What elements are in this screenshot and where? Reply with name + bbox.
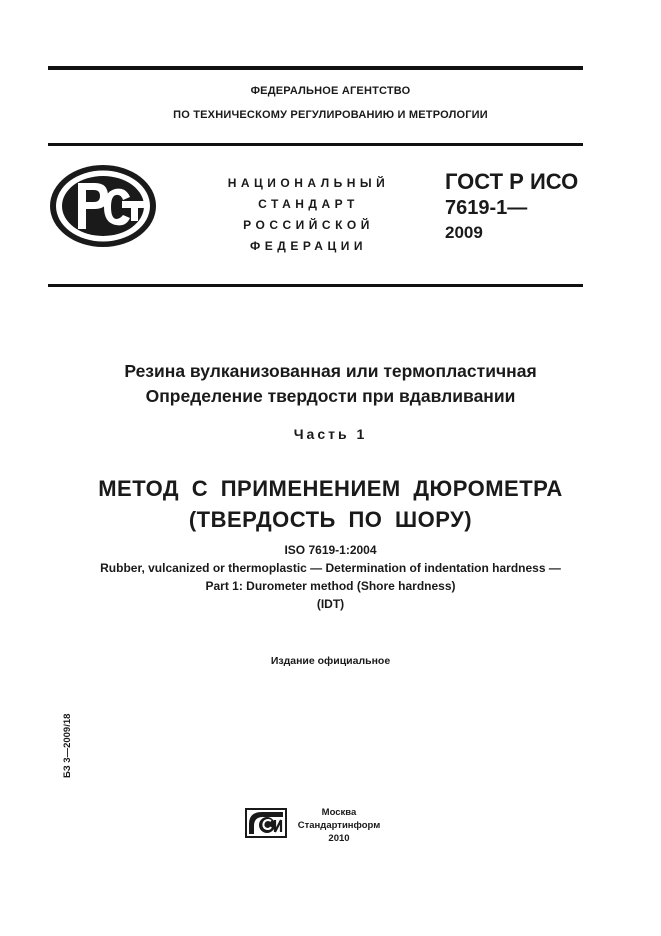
title-line-1: Резина вулканизованная или термопластичная xyxy=(124,361,537,381)
designation-line-3: 2009 xyxy=(445,223,483,242)
national-standard-line-1: НАЦИОНАЛЬНЫЙ xyxy=(227,176,390,190)
designation-line-1: ГОСТ Р ИСО xyxy=(445,169,579,194)
iso-number: ISO 7619-1:2004 xyxy=(284,543,377,557)
national-standard-line-2: СТАНДАРТ xyxy=(258,197,359,211)
standard-designation xyxy=(445,168,578,244)
part-label: Часть 1 xyxy=(293,426,368,442)
national-standard-line-3: РОССИЙСКОЙ xyxy=(243,218,374,232)
header-bottom-rule xyxy=(48,284,583,287)
publisher-year: 2010 xyxy=(328,833,350,844)
publisher-city: Москва xyxy=(321,807,357,818)
edition-note: Издание официальное xyxy=(270,655,391,667)
gost-rst-emblem-icon xyxy=(48,163,158,254)
publisher-block xyxy=(296,806,382,845)
agency-line-2: ПО ТЕХНИЧЕСКОМУ РЕГУЛИРОВАНИЮ И МЕТРОЛОГИИ xyxy=(173,109,488,121)
method-title-line-1: МЕТОД С ПРИМЕНЕНИЕМ ДЮРОМЕТРА xyxy=(98,476,563,501)
top-rule xyxy=(48,66,583,70)
method-title-line-2: (ТВЕРДОСТЬ ПО ШОРУ) xyxy=(188,507,473,532)
national-standard-heading xyxy=(226,173,391,257)
header-rule xyxy=(48,143,583,146)
publisher-name: Стандартинформ xyxy=(297,820,381,831)
iso-idt: (IDT) xyxy=(316,597,345,611)
title-line-2: Определение твердости при вдавливании xyxy=(145,386,516,406)
national-standard-line-4: ФЕДЕРАЦИИ xyxy=(250,239,367,253)
standartinform-logo-icon xyxy=(245,808,287,843)
iso-title-line-2: Part 1: Durometer method (Shore hardness) xyxy=(205,579,456,593)
side-code: БЗ 3—2009/18 xyxy=(62,713,73,778)
iso-title-line-1: Rubber, vulcanized or thermoplastic — Determination of indentation hardness — xyxy=(100,561,561,575)
designation-line-2: 7619-1— xyxy=(445,197,528,219)
agency-line-1: ФЕДЕРАЛЬНОЕ АГЕНТСТВО xyxy=(250,85,411,97)
